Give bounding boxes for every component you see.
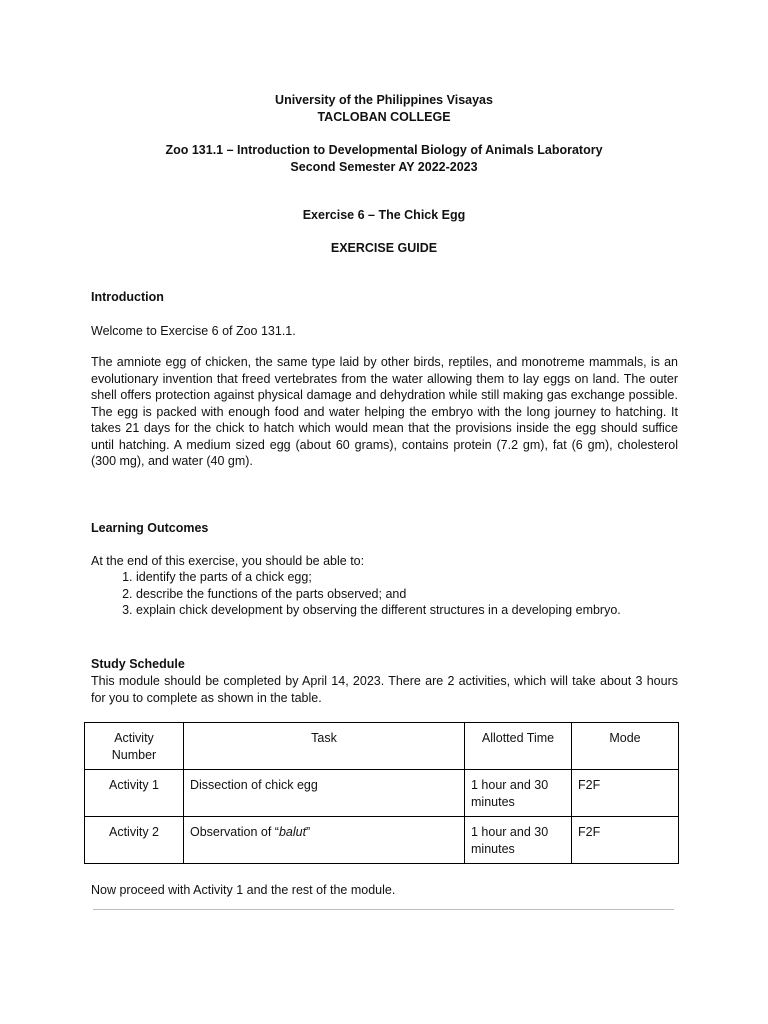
learning-outcomes-list [91, 569, 621, 619]
activity-cell: Activity 1 [85, 770, 184, 817]
list-item: 1. identify the parts of a chick egg; [136, 569, 621, 586]
learning-outcomes-lead: At the end of this exercise, you should be able to: [91, 554, 365, 568]
task-cell [184, 770, 465, 817]
task-text: Dissection of chick egg [190, 778, 318, 792]
guide-title: EXERCISE GUIDE [330, 241, 438, 255]
table-row [85, 770, 679, 817]
task-cell [184, 817, 465, 864]
exercise-title: Exercise 6 – The Chick Egg [302, 208, 466, 222]
task-text: Observation of “ [190, 825, 279, 839]
learning-outcomes-heading: Learning Outcomes [91, 521, 209, 535]
closing-instruction: Now proceed with Activity 1 and the rest of the module. [91, 883, 396, 897]
task-italic-text: balut [278, 825, 307, 839]
schedule-table [84, 722, 679, 864]
time-cell: 1 hour and 30 minutes [465, 770, 572, 817]
time-cell: 1 hour and 30 minutes [465, 817, 572, 864]
table-row [85, 817, 679, 864]
list-item: 3. explain chick development by observing the different structures in a developing embryo. [136, 602, 621, 619]
list-item: 2. describe the functions of the parts observed; and [136, 586, 621, 603]
header-activity-number: Activity Number [85, 723, 184, 770]
introduction-welcome: Welcome to Exercise 6 of Zoo 131.1. [91, 324, 296, 338]
table-header-row [85, 723, 679, 770]
course-title: Zoo 131.1 – Introduction to Developmental Biology of Animals Laboratory [165, 143, 603, 157]
college-name: TACLOBAN COLLEGE [317, 109, 451, 124]
institution-header [0, 92, 768, 125]
study-schedule-body: This module should be completed by April 14, 2023. There are 2 activities, which will take about 3 hours for you to complete as shown in the table. [91, 674, 678, 705]
divider-line [93, 909, 674, 910]
header-task: Task [184, 723, 465, 770]
semester-label: Second Semester AY 2022-2023 [290, 159, 478, 174]
university-name: University of the Philippines Visayas [275, 93, 493, 107]
task-suffix-text: ” [306, 825, 311, 839]
introduction-body: The amniote egg of chicken, the same type laid by other birds, reptiles, and monotreme mammals, is an evolutionary invention that freed vertebrates from the water allowing them to lay eggs on land. The outer shell offers protection against physical damage and dehydration while still making gas exchange possible. The egg is packed with enough food and water helping the embryo with the long journey to hatching. It takes 21 days for the chick to hatch which would mean that the provisions inside the egg should suffice until hatching. A medium sized egg (about 60 grams), contains protein (7.2 gm), fat (6 gm), cholesterol (300 mg), and water (40 gm). [91, 355, 678, 468]
introduction-heading: Introduction [91, 290, 164, 304]
header-allotted-time: Allotted Time [465, 723, 572, 770]
course-header [0, 142, 768, 175]
mode-cell: F2F [572, 770, 679, 817]
mode-cell: F2F [572, 817, 679, 864]
header-mode: Mode [572, 723, 679, 770]
activity-cell: Activity 2 [85, 817, 184, 864]
study-schedule-heading: Study Schedule [91, 657, 185, 671]
